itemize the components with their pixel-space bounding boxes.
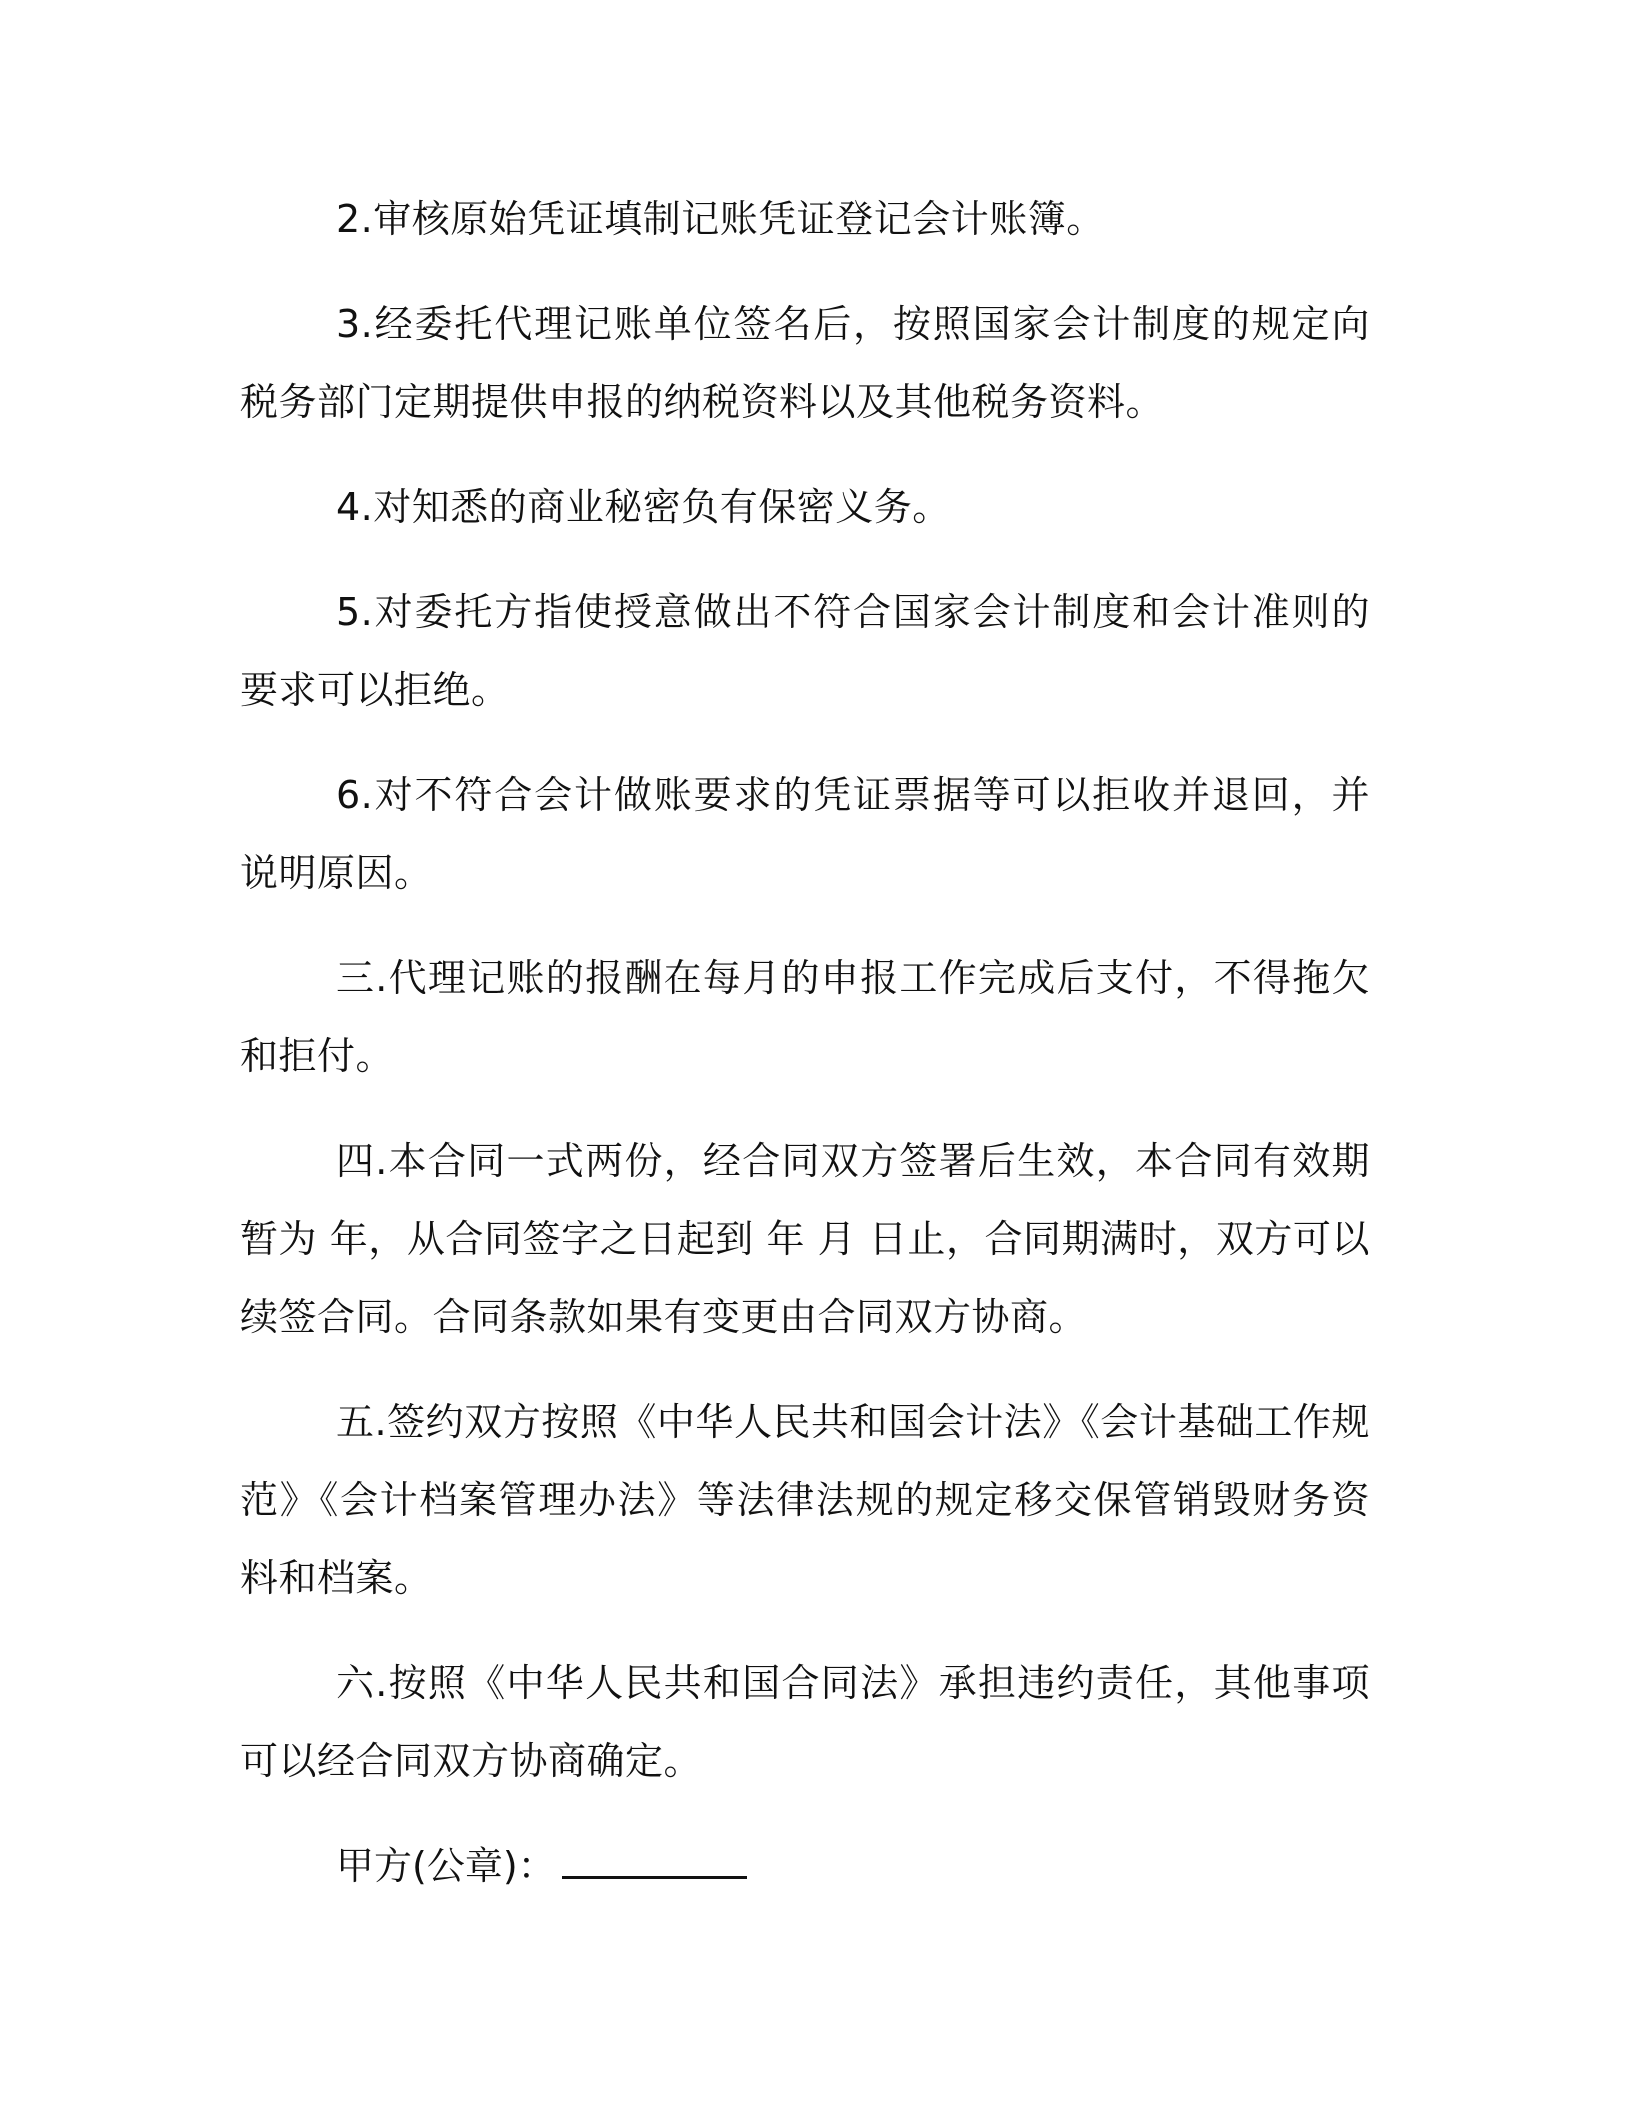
clause-4-confidentiality: 4.对知悉的商业秘密负有保密义务。	[336, 485, 951, 529]
clause-3-tax-filing: 3.经委托代理记账单位签名后，按照国家会计制度的规定向税务部门定期提供申报的纳税资料以及其他税务资料。	[240, 302, 1370, 424]
clause-2-review-vouchers: 2.审核原始凭证填制记账凭证登记会计账簿。	[336, 197, 1105, 241]
party-a-signature-line	[240, 1827, 1370, 1905]
signature-blank	[562, 1832, 747, 1879]
party-a-label: 甲方(公章)：	[336, 1844, 556, 1888]
section-3-payment: 三.代理记账的报酬在每月的申报工作完成后支付，不得拖欠和拒付。	[240, 956, 1370, 1078]
section-6-liability: 六.按照《中华人民共和国合同法》承担违约责任，其他事项可以经合同双方协商确定。	[240, 1661, 1370, 1783]
clause-5-refuse-noncompliance: 5.对委托方指使授意做出不符合国家会计制度和会计准则的要求可以拒绝。	[240, 590, 1370, 712]
section-5-archives: 五.签约双方按照《中华人民共和国会计法》《会计基础工作规范》《会计档案管理办法》等法律法规的规定移交保管销毁财务资料和档案。	[240, 1400, 1370, 1600]
contract-body	[240, 180, 1370, 1905]
clause-6-reject-vouchers: 6.对不符合会计做账要求的凭证票据等可以拒收并退回，并说明原因。	[240, 773, 1370, 895]
section-4-validity: 四.本合同一式两份，经合同双方签署后生效，本合同有效期暂为 年，从合同签字之日起到 年 月 日止，合同期满时，双方可以续签合同。合同条款如果有变更由合同双方协商。	[240, 1139, 1370, 1339]
